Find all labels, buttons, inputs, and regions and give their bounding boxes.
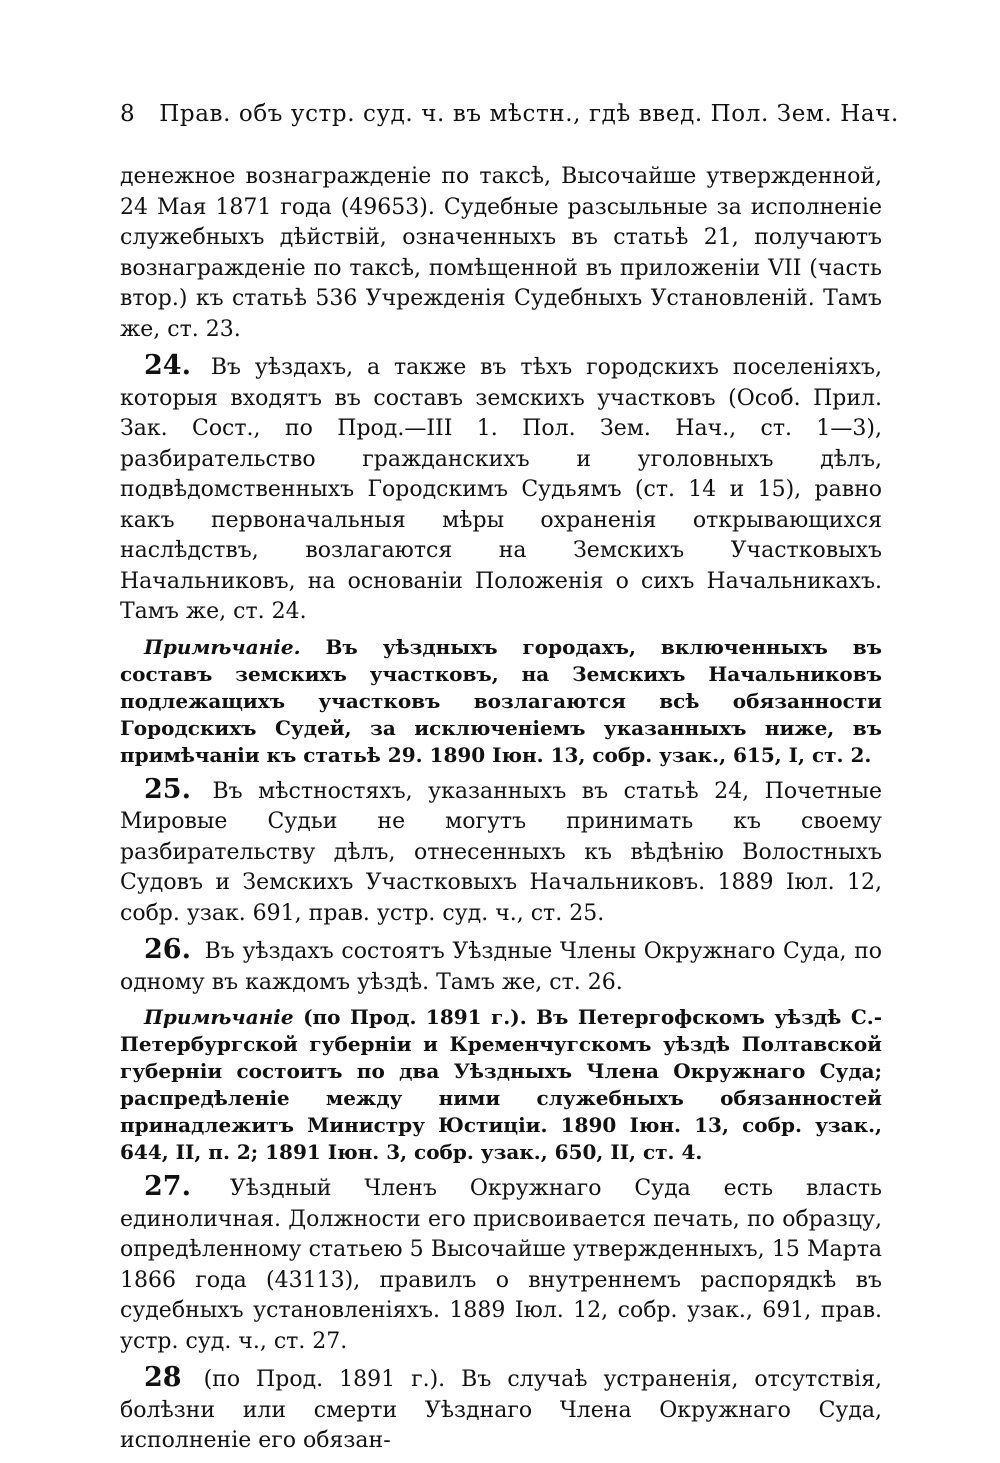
page-number: 8 bbox=[120, 101, 136, 127]
article-number: 25. bbox=[144, 773, 191, 805]
article-25 bbox=[120, 775, 882, 930]
note-article-26 bbox=[120, 1004, 882, 1166]
paragraph-text: денежное вознагражденіе по таксѣ, Высочайше утвержденной, 24 Мая 1871 года (49653). Судебные разсыльные за исполненіе служебныхъ дѣйствій, означенныхъ въ статьѣ 21, получаютъ вознагражденіе по таксѣ, помѣщенной въ приложеніи VII (часть втор.) къ статьѣ 536 Учрежденія Судебныхъ Установленій. Тамъ же, ст. 23. bbox=[120, 164, 882, 342]
article-number: 24. bbox=[144, 350, 191, 381]
article-27 bbox=[120, 1172, 882, 1357]
article-number: 26. bbox=[144, 934, 191, 965]
note-text: Въ уѣздныхъ городахъ, включенныхъ въ составъ земскихъ участковъ, на Земскихъ Начальниковъ подлежащихъ участковъ возлагаются всѣ обязанности Городскихъ Судей, за исключеніемъ указанныхъ ниже, въ примѣчаніи къ статьѣ 29. 1890 Іюн. 13, собр. узак., 615, I, ст. 2. bbox=[120, 634, 883, 767]
running-header bbox=[120, 96, 899, 132]
article-number: 27. bbox=[144, 1171, 191, 1202]
document-page bbox=[120, 96, 899, 1463]
paragraph-text: Уѣздный Членъ Окружнаго Суда есть власть единоличная. Должности его присвоивается печать, по образцу, опредѣленному статьею 5 Высочайше утвержденныхъ, 15 Марта 1866 года (43113), правилъ о внутреннемъ распорядкѣ въ судебныхъ установленіяхъ. 1889 Іюл. 12, собр. узак., 691, прав. устр. суд. ч., ст. 27. bbox=[120, 1176, 882, 1354]
paragraph-text: (по Прод. 1891 г.). Въ случаѣ устраненія, отсутствія, болѣзни или смерти Уѣзднаго Члена Окружнаго Суда, исполненіе его обязан- bbox=[120, 1367, 882, 1453]
article-number: 28 bbox=[144, 1362, 182, 1393]
paragraph-continuation bbox=[120, 162, 882, 345]
paragraph-text: Въ уѣздахъ состоятъ Уѣздные Члены Окружнаго Суда, по одному въ каждомъ уѣздѣ. Тамъ же, ст. 26. bbox=[120, 939, 882, 995]
article-28 bbox=[120, 1363, 882, 1457]
note-article-24 bbox=[120, 634, 882, 769]
header-title: Прав. объ устр. суд. ч. въ мѣстн., гдѣ введ. Пол. Зем. Нач. bbox=[159, 101, 899, 127]
note-label: Примѣчаніе. bbox=[144, 634, 301, 659]
paragraph-text: Въ мѣстностяхъ, указанныхъ въ статьѣ 24, Почетные Мировые Судьи не могутъ принимать къ своему разбирательству дѣлъ, отнесенныхъ къ вѣдѣнію Волостныхъ Судовъ и Земскихъ Участковыхъ Начальниковъ. 1889 Іюл. 12, собр. узак. 691, прав. устр. суд. ч., ст. 25. bbox=[120, 778, 882, 926]
note-label: Примѣчаніе bbox=[144, 1005, 294, 1029]
article-24 bbox=[120, 351, 882, 628]
paragraph-text: Въ уѣздахъ, а также въ тѣхъ городскихъ поселеніяхъ, которыя входятъ въ составъ земскихъ участковъ (Особ. Прил. Зак. Сост., по Прод.—III 1. Пол. Зем. Нач., ст. 1—3), разбирательство гражданскихъ и уголовныхъ дѣлъ, подвѣдомственныхъ Городскимъ Судьямъ (ст. 14 и 15), равно какъ первоначальныя мѣры охраненія открывающихся наслѣдствъ, возлагаются на Земскихъ Участковыхъ Начальниковъ, на основаніи Положенія о сихъ Начальникахъ. Тамъ же, ст. 24. bbox=[120, 355, 882, 624]
note-text: (по Прод. 1891 г.). Въ Петергофскомъ уѣздѣ С.-Петербургской губерніи и Кременчугскомъ уѣздѣ Полтавской губерніи состоитъ по два Уѣздныхъ Члена Окружнаго Суда; распредѣленіе между ними служебныхъ обязанностей принадлежитъ Министру Юстиціи. 1890 Іюн. 13, собр. узак., 644, II, п. 2; 1891 Іюн. 3, собр. узак., 650, II, ст. 4. bbox=[120, 1005, 882, 1164]
article-26 bbox=[120, 935, 882, 998]
